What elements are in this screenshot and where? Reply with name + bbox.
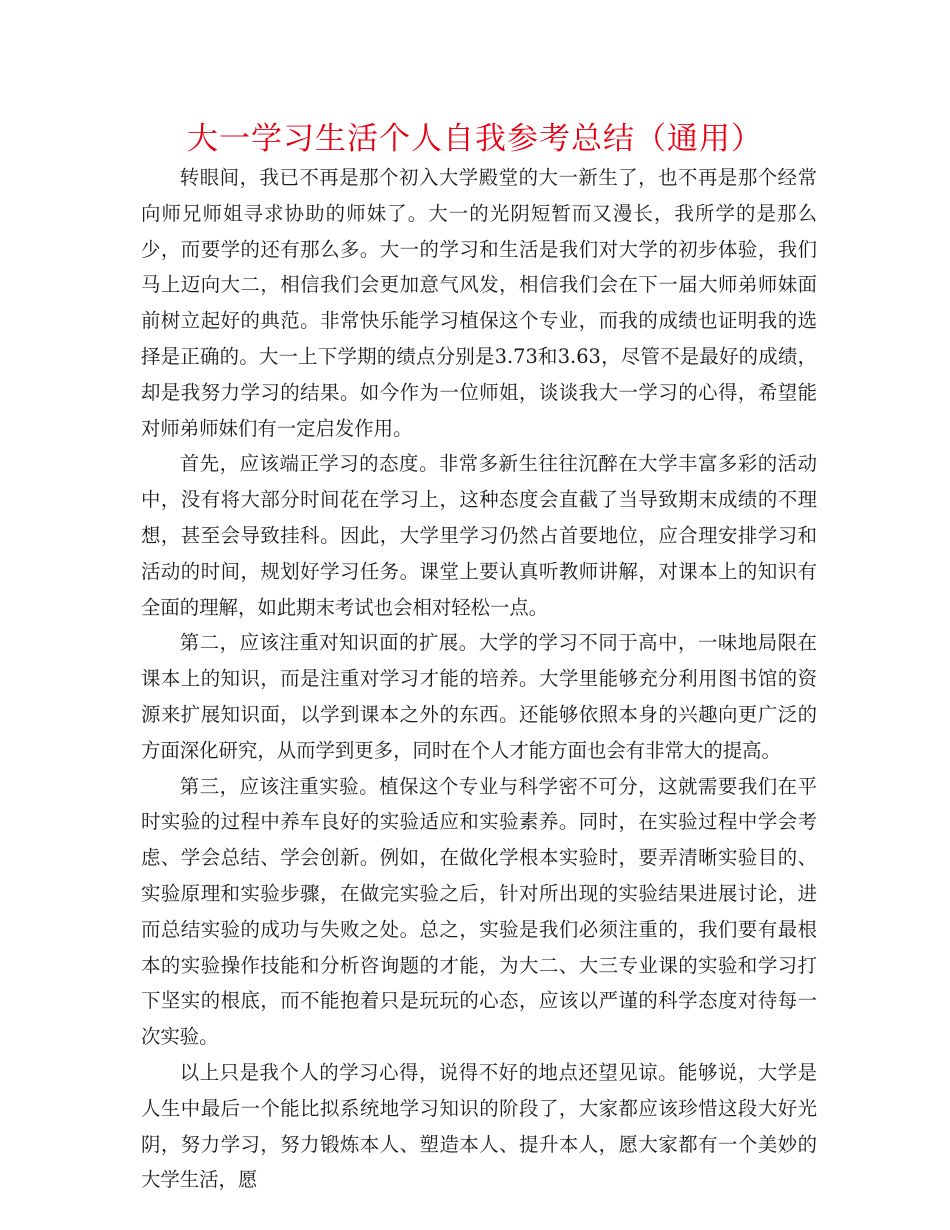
document-title: 大一学习生活个人自我参考总结（通用） bbox=[187, 121, 763, 157]
paragraph-1: 转眼间，我已不再是那个初入大学殿堂的大一新生了，也不再是那个经常向师兄师姐寻求协助的师妹了。大一的光阴短暂而又漫长，我所学的是那么少，而要学的还有那么多。大一的学习和生活是我们对大学的初步体验，我们马上迈向大二，相信我们会更加意气风发，相信我们会在下一届大师弟师妹面前树立起好的典范。非常快乐能学习植保这个专业，而我的成绩也证明我的选择是正确的。大一上下学期的绩点分别是3.73和3.63，尽管不是最好的成绩，却是我努力学习的结果。如今作为一位师姐，谈谈我大一学习的心得，希望能对师弟师妹们有一定启发作用。 bbox=[141, 166, 817, 440]
paragraph-2: 首先，应该端正学习的态度。非常多新生往往沉醉在大学丰富多彩的活动中，没有将大部分时间花在学习上，这种态度会直截了当导致期末成绩的不理想，甚至会导致挂科。因此，大学里学习仍然占首要地位，应合理安排学习和活动的时间，规划好学习任务。课堂上要认真听教师讲解，对课本上的知识有全面的理解，如此期末考试也会相对轻松一点。 bbox=[141, 452, 817, 619]
paragraph-3: 第二，应该注重对知识面的扩展。大学的学习不同于高中，一味地局限在课本上的知识，而是注重对学习才能的培养。大学里能够充分利用图书馆的资源来扩展知识面，以学到课本之外的东西。还能够依照本身的兴趣向更广泛的方面深化研究，从而学到更多，同时在个人才能方面也会有非常大的提高。 bbox=[141, 631, 817, 762]
paragraph-4: 第三，应该注重实验。植保这个专业与科学密不可分，这就需要我们在平时实验的过程中养车良好的实验适应和实验素养。同时，在实验过程中学会考虑、学会总结、学会创新。例如，在做化学根本实验时，要弄清晰实验目的、实验原理和实验步骤，在做完实验之后，针对所出现的实验结果进展讨论，进而总结实验的成功与失败之处。总之，实验是我们必须注重的，我们要有最根本的实验操作技能和分析咨询题的才能，为大二、大三专业课的实验和学习打下坚实的根底，而不能抱着只是玩玩的心态，应该以严谨的科学态度对待每一次实验。 bbox=[141, 774, 817, 1049]
document-body bbox=[141, 160, 817, 1198]
paragraph-5: 以上只是我个人的学习心得，说得不好的地点还望见谅。能够说，大学是人生中最后一个能比拟系统地学习知识的阶段了，大家都应该珍惜这段大好光阴，努力学习，努力锻炼本人、塑造本人、提升本人，愿大家都有一个美妙的大学生活，愿 bbox=[141, 1060, 817, 1192]
